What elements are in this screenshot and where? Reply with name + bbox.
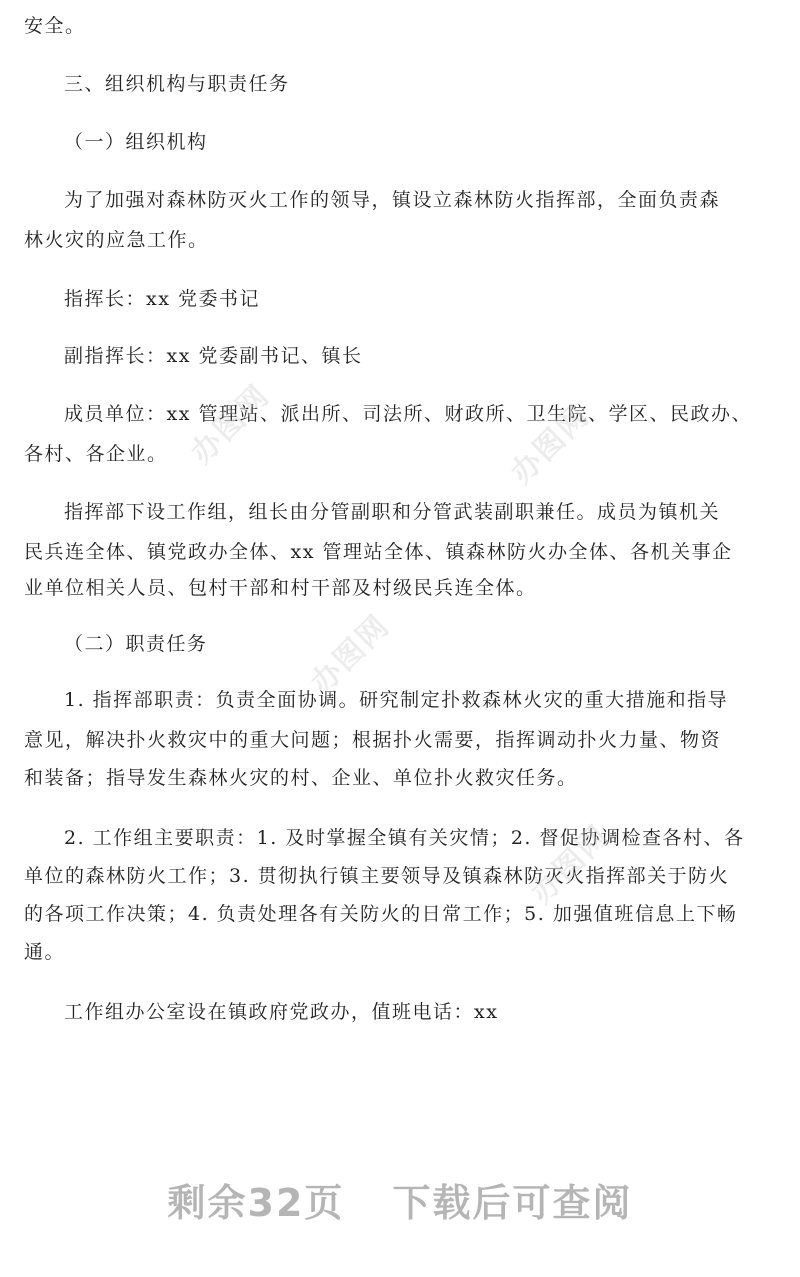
paragraph-line: 1. 指挥部职责：负责全面协调。研究制定扑救森林火灾的重大措施和指导 [64,689,729,711]
paragraph-line: 意见，解决扑火救灾中的重大问题；根据扑火需要，指挥调动扑火力量、物资 [24,729,722,751]
section-heading: 三、组织机构与职责任务 [64,73,290,95]
paragraph-line: 指挥部下设工作组，组长由分管副职和分管武装副职兼任。成员为镇机关 [64,501,721,523]
paragraph-line: 林火灾的应急工作。 [24,229,209,251]
paragraph-line: 副指挥长：xx 党委副书记、镇长 [64,345,363,367]
subsection-heading: （二）职责任务 [64,633,208,655]
paragraph-line: 各村、各企业。 [24,443,168,465]
text-line: 安全。 [24,15,86,37]
watermark: 办图网 [304,608,397,701]
paragraph-line: 单位的森林防火工作；3. 贯彻执行镇主要领导及镇森林防灭火指挥部关于防火 [24,865,730,887]
paragraph-line: 和装备；指导发生森林火灾的村、企业、单位扑火救灾任务。 [24,767,578,789]
watermark: 办图网 [504,398,597,491]
watermark: 办图网 [524,818,617,911]
paragraph-line: 的各项工作决策；4. 负责处理各有关防火的日常工作；5. 加强值班信息上下畅 [24,903,738,925]
download-to-view-label: 下载后可查阅 [392,1181,633,1225]
download-banner[interactable] [0,1172,800,1227]
paragraph-line: 指挥长：xx 党委书记 [64,288,260,310]
remaining-pages-label: 剩余32页 [167,1181,345,1225]
paragraph-line: 工作组办公室设在镇政府党政办，值班电话：xx [64,1001,499,1023]
paragraph-line: 成员单位：xx 管理站、派出所、司法所、财政所、卫生院、学区、民政办、 [64,403,752,425]
subsection-heading: （一）组织机构 [64,131,208,153]
paragraph-line: 通。 [24,941,66,963]
paragraph-line: 2. 工作组主要职责：1. 及时掌握全镇有关灾情；2. 督促协调检查各村、各 [64,827,745,849]
watermark: 办图网 [184,378,277,471]
paragraph-line: 为了加强对森林防灭火工作的领导，镇设立森林防火指挥部，全面负责森 [64,189,721,211]
paragraph-line: 民兵连全体、镇党政办全体、xx 管理站全体、镇森林防火办全体、各机关事企 [24,541,733,563]
paragraph-line: 业单位相关人员、包村干部和村干部及村级民兵连全体。 [24,577,537,599]
